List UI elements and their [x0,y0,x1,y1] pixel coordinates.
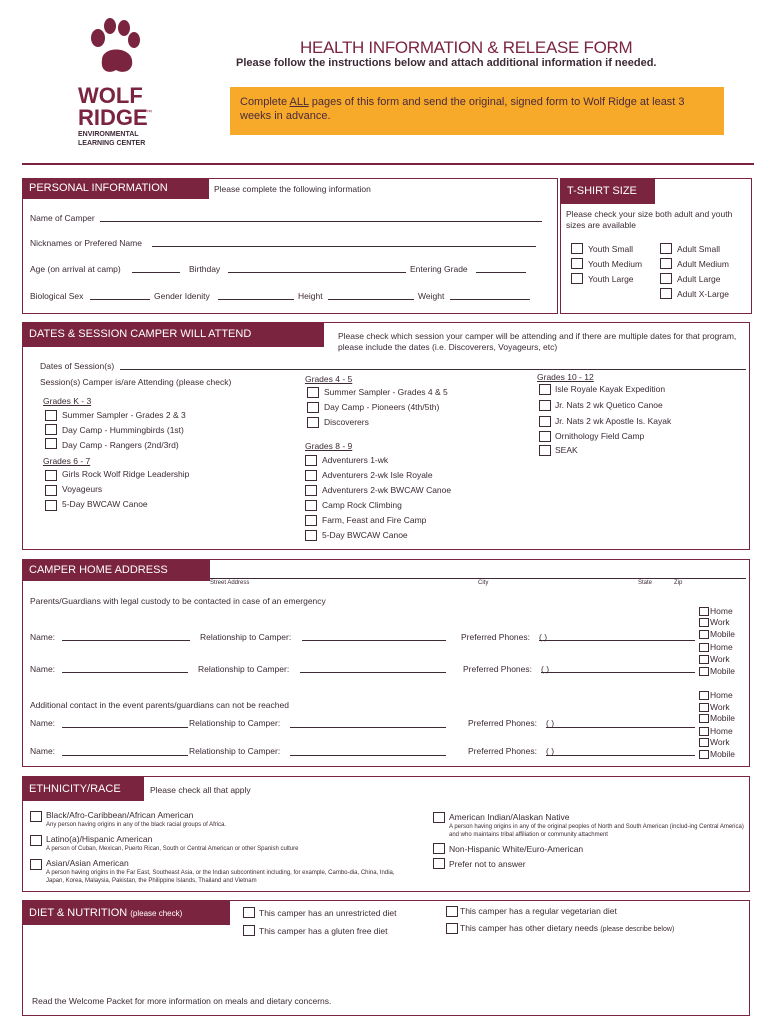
contact4-phones-paren: ( ) [546,746,555,756]
c3-mobile-checkbox[interactable] [699,714,709,723]
sessions-instruction: Please check which session your camper will be attending and if there are multiple dates for that program, please include the dates (i.e. Discoverers, Voyageurs, etc) [338,331,737,352]
g67-option-2-checkbox[interactable] [45,485,57,496]
g1012-option-3-checkbox[interactable] [539,416,551,427]
diet-vegetarian-checkbox[interactable] [446,906,458,917]
contact4-phones-label: Preferred Phones: [468,746,537,756]
guardian1-name-label: Name: [30,632,56,642]
ethnicity-heading: ETHNICITY/RACE [23,777,144,801]
diet-other-label [460,923,674,933]
ethnicity-instruction: Please check all that apply [150,785,251,795]
grades-45-label: Grades 4 - 5 [305,374,353,384]
dates-field[interactable] [120,369,746,370]
notice-post: pages of this form and send the original, signed form to Wolf Ridge at least 3 weeks in advance. [240,96,685,122]
ethnicity-asian-checkbox[interactable] [30,859,42,870]
c3-home-label: Home [710,690,733,700]
youth-small-checkbox[interactable] [571,243,583,254]
g89-option-3-label: Adventurers 2-wk BWCAW Canoe [322,485,452,495]
youth-large-checkbox[interactable] [571,273,583,284]
guardian2-relationship-field[interactable] [300,672,446,673]
guardian2-phones-label: Preferred Phones: [463,664,532,674]
contact3-relationship-label: Relationship to Camper: [189,718,281,728]
k3-option-3-label: Day Camp - Rangers (2nd/3rd) [62,440,179,450]
notice-box [230,87,724,135]
logo-environmental: ENVIRONMENTAL [78,131,139,138]
k3-option-1-checkbox[interactable] [45,410,57,421]
c3-home-checkbox[interactable] [699,691,709,700]
g1012-option-1-label: Isle Royale Kayak Expedition [555,384,666,394]
guardian2-phones-field[interactable] [541,672,695,673]
grades-k3-label: Grades K - 3 [43,396,92,406]
g89-option-5-checkbox[interactable] [305,515,317,526]
g1012-option-2-label: Jr. Nats 2 wk Quetico Canoe [555,400,663,410]
g1012-option-3-label: Jr. Nats 2 wk Apostle Is. Kayak [555,416,672,426]
diet-heading [23,901,230,925]
guardian1-name-field[interactable] [62,640,190,641]
g2-mobile-checkbox[interactable] [699,667,709,676]
g45-option-2-label: Day Camp - Pioneers (4th/5th) [324,402,440,412]
grade-label: Entering Grade [410,264,468,274]
guardians-label: Parents/Guardians with legal custody to be contacted in case of an emergency [30,596,326,606]
g89-option-2-label: Adventurers 2-wk Isle Royale [322,470,433,480]
g1-mobile-label: Mobile [710,629,736,639]
youth-medium-label: Youth Medium [588,259,643,269]
attending-label: Session(s) Camper is/are Attending (please check) [40,377,232,387]
k3-option-1-label: Summer Sampler - Grades 2 & 3 [62,410,186,420]
g89-option-1-label: Adventurers 1-wk [322,455,389,465]
g2-home-label: Home [710,642,733,652]
logo-wolf: WOLF [78,83,143,108]
ethnicity-white-checkbox[interactable] [433,843,445,854]
ethnicity-black-desc: Any person having origins in any of the black racial groups of Africa. [46,822,227,828]
diet-gluten-free-checkbox[interactable] [243,925,255,936]
g89-option-3-checkbox[interactable] [305,485,317,496]
g1012-option-2-checkbox[interactable] [539,400,551,411]
contact3-phones-paren: ( ) [546,718,555,728]
c4-work-label: Work [710,737,730,747]
contact3-name-field[interactable] [62,727,188,728]
address-section [22,559,750,767]
g67-option-3-label: 5-Day BWCAW Canoe [62,499,148,509]
camper-name-field[interactable] [100,221,542,222]
g1012-option-4-label: Ornithology Field Camp [555,431,645,441]
g1012-option-5-label: SEAK [555,445,578,455]
c4-home-label: Home [710,726,733,736]
g1-home-label: Home [710,606,733,616]
g2-mobile-label: Mobile [710,666,736,676]
diet-gluten-free-label: This camper has a gluten free diet [259,926,388,936]
grades-89-label: Grades 8 - 9 [305,441,353,451]
contact4-relationship-label: Relationship to Camper: [189,746,281,756]
diet-footer: Read the Welcome Packet for more information on meals and dietary concerns. [32,996,332,1006]
guardian1-relationship-field[interactable] [302,640,446,641]
g1-work-label: Work [710,617,730,627]
notice-pre: Complete [240,96,290,108]
ethnicity-prefer-not-label: Prefer not to answer [449,859,526,869]
zip-label: Zip [674,580,683,586]
g45-option-1-checkbox[interactable] [307,387,319,398]
grade-field[interactable] [476,272,526,273]
sessions-heading: DATES & SESSION CAMPER WILL ATTEND [23,323,324,347]
sex-field[interactable] [90,299,150,300]
k3-option-3-checkbox[interactable] [45,438,57,449]
dates-label: Dates of Session(s) [40,361,115,371]
diet-other-checkbox[interactable] [446,923,458,934]
g2-home-checkbox[interactable] [699,643,709,652]
page-subtitle: Please follow the instructions below and attach additional information if needed. [236,57,657,69]
ethnicity-native-label: American Indian/Alaskan Native [449,812,570,822]
c4-mobile-label: Mobile [710,749,736,759]
ethnicity-latino-checkbox[interactable] [30,835,42,846]
g45-option-3-label: Discoverers [324,417,369,427]
adult-small-checkbox[interactable] [660,243,672,254]
guardian1-phones-paren: ( ) [539,632,548,642]
c3-mobile-label: Mobile [710,713,736,723]
g67-option-3-checkbox[interactable] [45,500,57,511]
age-label: Age (on arrival at camp) [30,264,121,274]
street-label: Street Address [210,580,250,586]
state-label: State [638,580,653,586]
age-field[interactable] [132,272,180,273]
g89-option-1-checkbox[interactable] [305,455,317,466]
contact4-name-label: Name: [30,746,56,756]
g89-option-6-label: 5-Day BWCAW Canoe [322,530,408,540]
gender-field[interactable] [218,299,294,300]
c3-work-checkbox[interactable] [699,703,709,712]
guardian2-relationship-label: Relationship to Camper: [198,664,290,674]
tshirt-heading: T-SHIRT SIZE [561,179,655,204]
g1012-option-4-checkbox[interactable] [539,431,551,442]
notice-all: ALL [289,96,309,108]
adult-large-label: Adult Large [677,274,721,284]
c4-mobile-checkbox[interactable] [699,750,709,759]
birthday-field[interactable] [228,272,406,273]
ethnicity-latino-desc: A person of Cuban, Mexican, Puerto Rican, South or Central American or other Spanish culture [46,846,299,852]
header-divider [22,163,754,165]
g2-work-checkbox[interactable] [699,655,709,664]
g1012-option-1-checkbox[interactable] [539,384,551,395]
diet-other-note: (please describe below) [600,926,675,933]
adult-medium-label: Adult Medium [677,259,729,269]
adult-small-label: Adult Small [677,244,720,254]
g45-option-3-checkbox[interactable] [307,417,319,428]
k3-option-2-label: Day Camp - Hummingbirds (1st) [62,425,184,435]
g67-option-2-label: Voyageurs [62,484,103,494]
paw-print-icon [86,16,144,82]
personal-info-heading: PERSONAL INFORMATION [23,179,209,199]
grades-67-label: Grades 6 - 7 [43,456,91,466]
g1012-option-5-checkbox[interactable] [539,445,551,456]
diet-unrestricted-checkbox[interactable] [243,907,255,918]
g89-option-5-label: Farm, Feast and Fire Camp [322,515,427,525]
sex-label: Biological Sex [30,291,84,301]
ethnicity-native-desc: A person having origins in any of the original peoples of North and South American (includ-ing Central America) and who maintains tribal affiliation or community attachment [449,824,744,838]
grades-1012-label: Grades 10 - 12 [537,372,594,382]
diet-unrestricted-label: This camper has an unrestricted diet [259,908,397,918]
c3-work-label: Work [710,702,730,712]
personal-info-instruction: Please complete the following information [214,184,371,194]
g45-option-1-label: Summer Sampler - Grades 4 & 5 [324,387,448,397]
weight-field[interactable] [450,299,530,300]
g1-work-checkbox[interactable] [699,618,709,627]
logo-learning-center: LEARNING CENTER [78,140,146,147]
k3-option-2-checkbox[interactable] [45,424,57,435]
height-field[interactable] [328,299,414,300]
g2-work-label: Work [710,654,730,664]
city-label: City [478,580,489,586]
gender-label: Gender Idenity [154,291,210,301]
guardian1-phones-label: Preferred Phones: [461,632,530,642]
address-heading: CAMPER HOME ADDRESS [23,560,210,581]
contact4-name-field[interactable] [62,755,188,756]
diet-other-text: This camper has other dietary needs [460,923,598,933]
adult-xlarge-label: Adult X-Large [677,289,729,299]
g67-option-1-label: Girls Rock Wolf Ridge Leadership [62,469,190,479]
g89-option-4-label: Camp Rock Climbing [322,500,402,510]
contact3-relationship-field[interactable] [290,727,446,728]
contact3-name-label: Name: [30,718,56,728]
g1-mobile-checkbox[interactable] [699,630,709,639]
logo-ridge: RIDGE [78,105,148,130]
guardian2-name-field[interactable] [62,672,188,673]
ethnicity-black-checkbox[interactable] [30,811,42,822]
additional-contact-label: Additional contact in the event parents/guardians can not be reached [30,700,289,710]
ethnicity-latino-label: Latino(a)/Hispanic American [46,834,153,844]
guardian1-phones-field[interactable] [539,640,695,641]
c4-home-checkbox[interactable] [699,727,709,736]
page-title: HEALTH INFORMATION & RELEASE FORM [300,38,633,57]
g45-option-2-checkbox[interactable] [307,402,319,413]
nickname-label: Nicknames or Prefered Name [30,238,142,248]
ethnicity-white-label: Non-Hispanic White/Euro-American [449,844,584,854]
diet-heading-note: (please check) [130,909,183,918]
youth-medium-checkbox[interactable] [571,258,583,269]
guardian1-relationship-label: Relationship to Camper: [200,632,292,642]
ethnicity-asian-label: Asian/Asian American [46,858,129,868]
weight-label: Weight [418,291,445,301]
contact4-relationship-field[interactable] [290,755,446,756]
guardian2-phones-paren: ( ) [541,664,550,674]
tshirt-instruction: Please check your size both adult and youth sizes are available [566,209,733,230]
birthday-label: Birthday [189,264,221,274]
g89-option-6-checkbox[interactable] [305,530,317,541]
ethnicity-black-label: Black/Afro-Caribbean/African American [46,810,194,820]
c4-work-checkbox[interactable] [699,738,709,747]
g89-option-4-checkbox[interactable] [305,500,317,511]
height-label: Height [298,291,323,301]
ethnicity-prefer-not-checkbox[interactable] [433,858,445,869]
ethnicity-native-checkbox[interactable] [433,812,445,823]
nickname-field[interactable] [152,246,536,247]
g67-option-1-checkbox[interactable] [45,470,57,481]
diet-heading-text: DIET & NUTRITION [29,907,128,919]
adult-xlarge-checkbox[interactable] [660,288,672,299]
g89-option-2-checkbox[interactable] [305,470,317,481]
youth-large-label: Youth Large [588,274,634,284]
logo-tm: ™ [146,110,152,116]
contact4-phones-field[interactable] [546,755,695,756]
address-field[interactable] [210,578,746,579]
camper-name-label: Name of Camper [30,213,95,223]
guardian2-name-label: Name: [30,664,56,674]
youth-small-label: Youth Small [588,244,634,254]
adult-large-checkbox[interactable] [660,273,672,284]
contact3-phones-label: Preferred Phones: [468,718,537,728]
contact3-phones-field[interactable] [546,727,695,728]
ethnicity-asian-desc: A person having origins in the Far East, Southeast Asia, or the Indian subcontinent including, for example, Cambo-dia, China, India, Japan, Korea, Malaysia, Pakistan, the Philippine Islands, Thailand and Vietnam [46,870,395,884]
adult-medium-checkbox[interactable] [660,258,672,269]
g1-home-checkbox[interactable] [699,607,709,616]
diet-vegetarian-label: This camper has a regular vegetarian diet [460,906,617,916]
